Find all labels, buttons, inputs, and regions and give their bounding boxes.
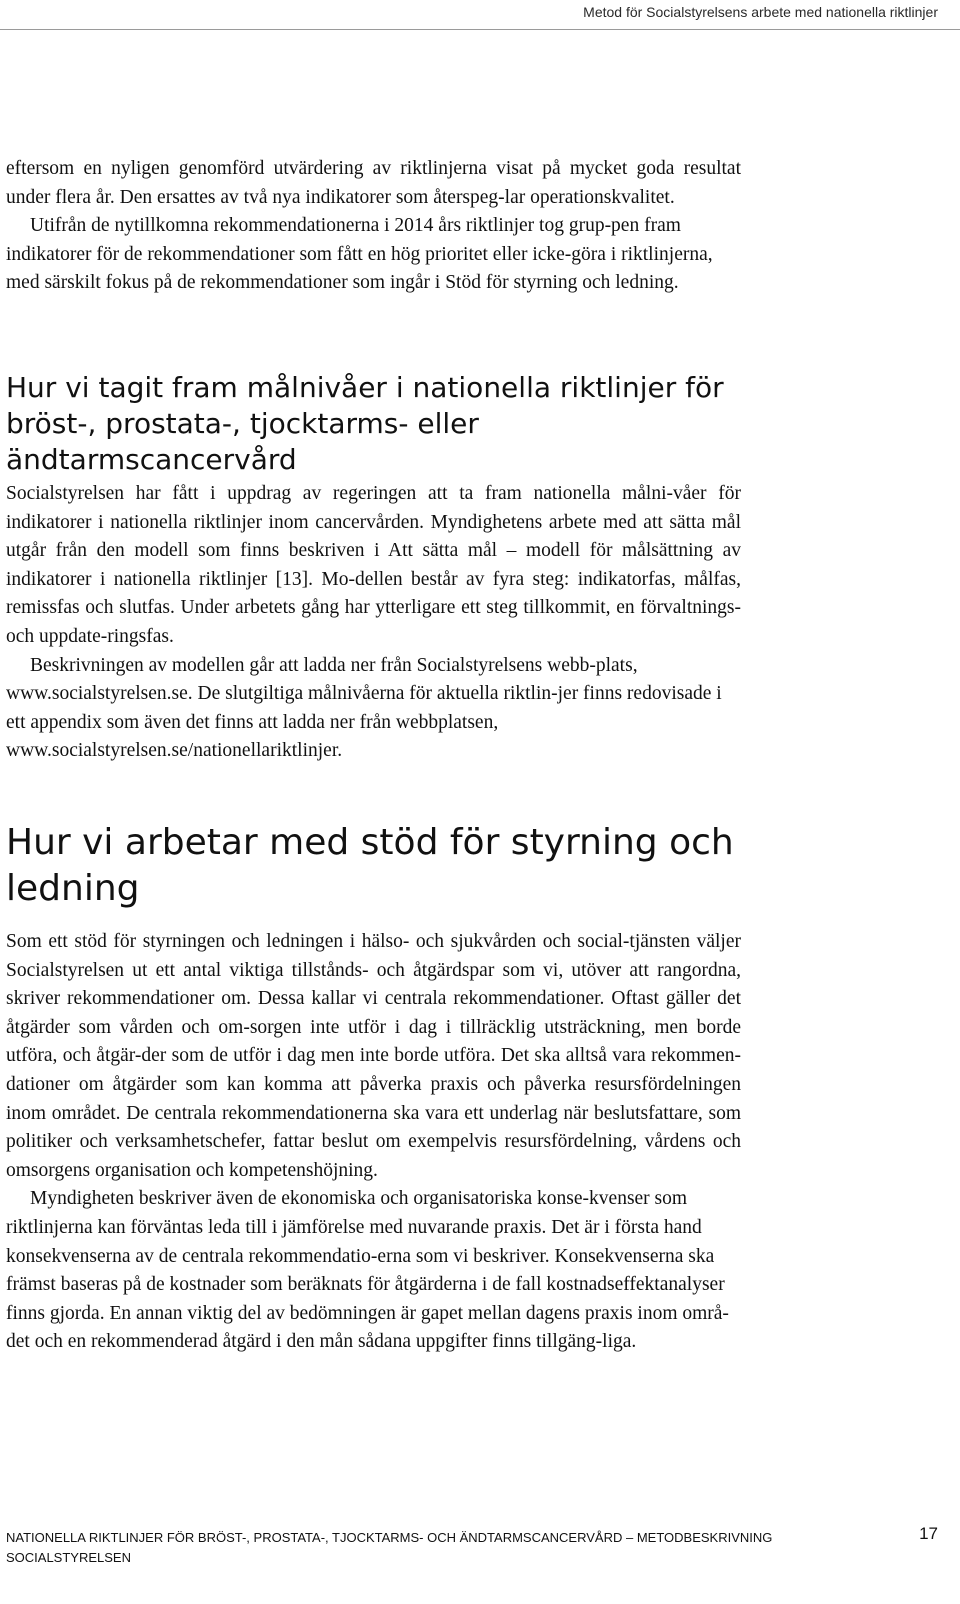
support-heading: Hur vi arbetar med stöd för styrning och ledning	[6, 822, 734, 909]
intro-paragraph-1: eftersom en nyligen genomförd utvärdering av riktlinjerna visat på mycket goda resultat under flera år. Den ersattes av två nya indikatorer som återspeg-lar operationskvalitet.	[6, 158, 741, 208]
support-paragraph-1: Som ett stöd för styrningen och ledningen i hälso- och sjukvården och social-tjänsten väljer Socialstyrelsen ut ett antal viktiga tillstånds- och åtgärdspar som vi, utöver att rangordna, skriver rekommendationer om. Dessa kallar vi centrala rekommendationer. Oftast gäller det åtgärder som vården och om-sorgen inte utför i dag i tillräcklig utsträckning, men borde utföra, och åtgär-der som de utför i dag men inte borde utföra. Det ska alltså vara rekommen-dationer om åtgärder som kan komma att påverka praxis och påverka resursfördelningen inom området. De centrala rekommendationerna ska vara ett underlag när beslutsfattare, som politiker och verksamhetschefer, fattar beslut om exempelvis resursfördelning, vårdens och omsorgens organisation och kompetenshöjning.	[6, 931, 741, 1181]
intro-paragraph-2: Utifrån de nytillkomna rekommendationerna i 2014 års riktlinjer tog grup-pen fram indikatorer för de rekommendationer som fått en hög prioritet eller icke-göra i riktlinjerna, med särskilt fokus på de rekommendationer som ingår i Stöd för styrning och ledning.	[6, 215, 713, 294]
running-header: Metod för Socialstyrelsens arbete med nationella riktlinjer	[583, 4, 938, 20]
header-divider	[0, 29, 960, 30]
page-body	[0, 155, 955, 298]
targets-section	[0, 370, 955, 766]
support-section	[0, 820, 955, 1357]
footer-publisher: SOCIALSTYRELSEN	[6, 1550, 131, 1565]
support-paragraph-2: Myndigheten beskriver även de ekonomiska och organisatoriska konse-kvenser som riktlinjerna kan förväntas leda till i jämförelse med nuvarande praxis. Det är i första hand konsekvenserna av de centrala rekommendatio-erna som vi beskriver. Konsekvenserna ska främst baseras på de kostnader som beräknats för åtgärderna i de fall kostnadseffektanalyser finns gjorda. En annan viktig del av bedömningen är gapet mellan dagens praxis inom områ-det och en rekommenderad åtgärd i den mån sådana uppgifter finns tillgäng-liga.	[6, 1188, 729, 1353]
targets-paragraph-2: Beskrivningen av modellen går att ladda ner från Socialstyrelsens webb-plats, www.socialstyrelsen.se. De slutgiltiga målnivåerna för aktuella riktlin-jer finns redovisade i ett appendix som även det finns att ladda ner från webbplatsen, www.socialstyrelsen.se/nationellariktlinjer.	[6, 654, 722, 762]
targets-paragraph-1: Socialstyrelsen har fått i uppdrag av regeringen att ta fram nationella målni-våer för indikatorer i nationella riktlinjer inom cancervården. Myndighetens arbete med att sätta mål utgår från den modell som finns beskriven i Att sätta mål – modell för målsättning av indikatorer i nationella riktlinjer [13]. Mo-dellen består av fyra steg: indikatorfas, målfas, remissfas och slutfas. Under arbetets gång har ytterligare ett steg tillkommit, en förvaltnings- och uppdate-ringsfas.	[6, 483, 741, 647]
page-number: 17	[919, 1524, 938, 1543]
targets-heading: Hur vi tagit fram målnivåer i nationella riktlinjer för bröst-, prostata-, tjocktarms- eller ändtarmscancervård	[6, 371, 724, 476]
footer-document-title: NATIONELLA RIKTLINJER FÖR BRÖST-, PROSTATA-, TJOCKTARMS- OCH ÄNDTARMSCANCERVÅRD – METODBESKRIVNING	[6, 1530, 773, 1545]
